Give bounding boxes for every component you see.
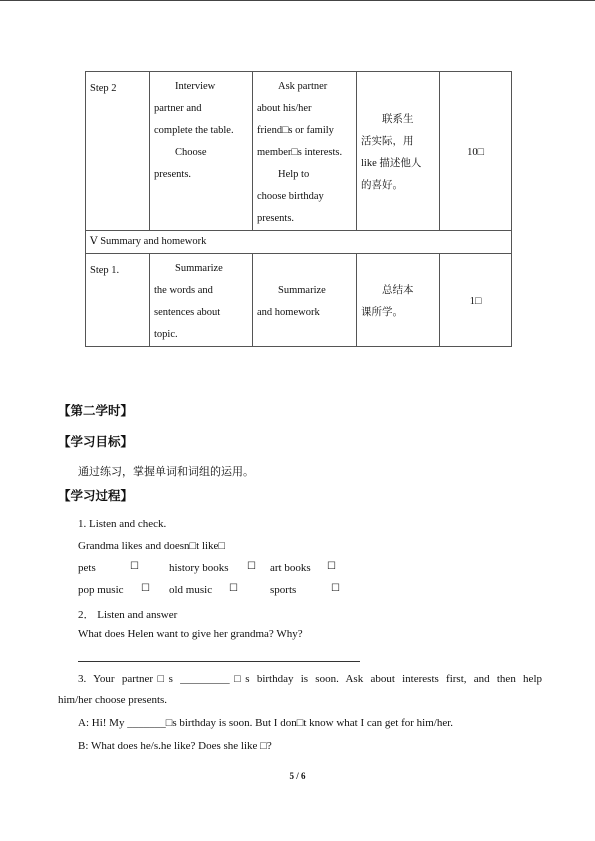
table-row-step1	[86, 254, 512, 347]
top-rule	[0, 0, 595, 1]
option-sports: sports	[270, 584, 297, 596]
checkbox-art-books[interactable]: ☐	[327, 561, 336, 572]
ex1-title: 1. Listen and check.	[78, 518, 167, 530]
step1-task: Summarize and homework	[253, 254, 357, 347]
goal-text: 通过练习，掌握单词和词组的运用。	[78, 466, 254, 478]
option-pop-music: pop music	[78, 584, 124, 596]
step1-purpose: 总结本 课所学。	[357, 254, 440, 347]
step2-task: Ask partner about his/her friend□s or family member□s interests. Help to choose birthday presents.	[253, 72, 357, 231]
table-row-section5	[86, 231, 512, 254]
step1-activity: Summarize the words and sentences about topic.	[150, 254, 253, 347]
ex2-title: 2． Listen and answer	[78, 609, 178, 621]
answer-line[interactable]	[78, 661, 360, 662]
ex3-line2: him/her choose presents.	[58, 694, 168, 706]
step2-purpose: 联系生 活实际，用 like 描述他人 的喜好。	[357, 72, 440, 231]
lesson-table	[85, 71, 512, 347]
option-history-books: history books	[169, 562, 229, 574]
heading-period: 【第二学时】	[58, 403, 134, 418]
step2-label: Step 2	[86, 72, 150, 231]
checkbox-old-music[interactable]: ☐	[229, 583, 238, 594]
step1-label: Step 1.	[86, 254, 150, 347]
section5-heading: Ⅴ Summary and homework	[86, 231, 512, 254]
step2-activity: Interview partner and complete the table. Choose presents.	[150, 72, 253, 231]
dialog-b: B: What does he/s.he like? Does she like □?	[78, 740, 272, 752]
ex1-prompt: Grandma likes and doesn□t like□	[78, 540, 226, 552]
step2-time: 10□	[440, 72, 512, 231]
ex2-question: What does Helen want to give her grandma? Why?	[78, 628, 303, 640]
option-pets: pets	[78, 562, 96, 574]
heading-goal: 【学习目标】	[58, 434, 134, 449]
table-row-step2	[86, 72, 512, 231]
ex3-line1: 3. Your partner□s _________□s birthday is soon. Ask about interests first, and then help	[78, 673, 542, 685]
checkbox-pets[interactable]: ☐	[130, 561, 139, 572]
dialog-a: A: Hi! My _______□s birthday is soon. But I don□t know what I can get for him/her.	[78, 717, 454, 729]
checkbox-pop-music[interactable]: ☐	[141, 583, 150, 594]
page-number: 5 / 6	[289, 771, 306, 781]
step1-time: 1□	[440, 254, 512, 347]
option-old-music: old music	[169, 584, 213, 596]
checkbox-sports[interactable]: ☐	[331, 583, 340, 594]
option-art-books: art books	[270, 562, 311, 574]
heading-process: 【学习过程】	[58, 488, 134, 503]
checkbox-history-books[interactable]: ☐	[247, 561, 256, 572]
